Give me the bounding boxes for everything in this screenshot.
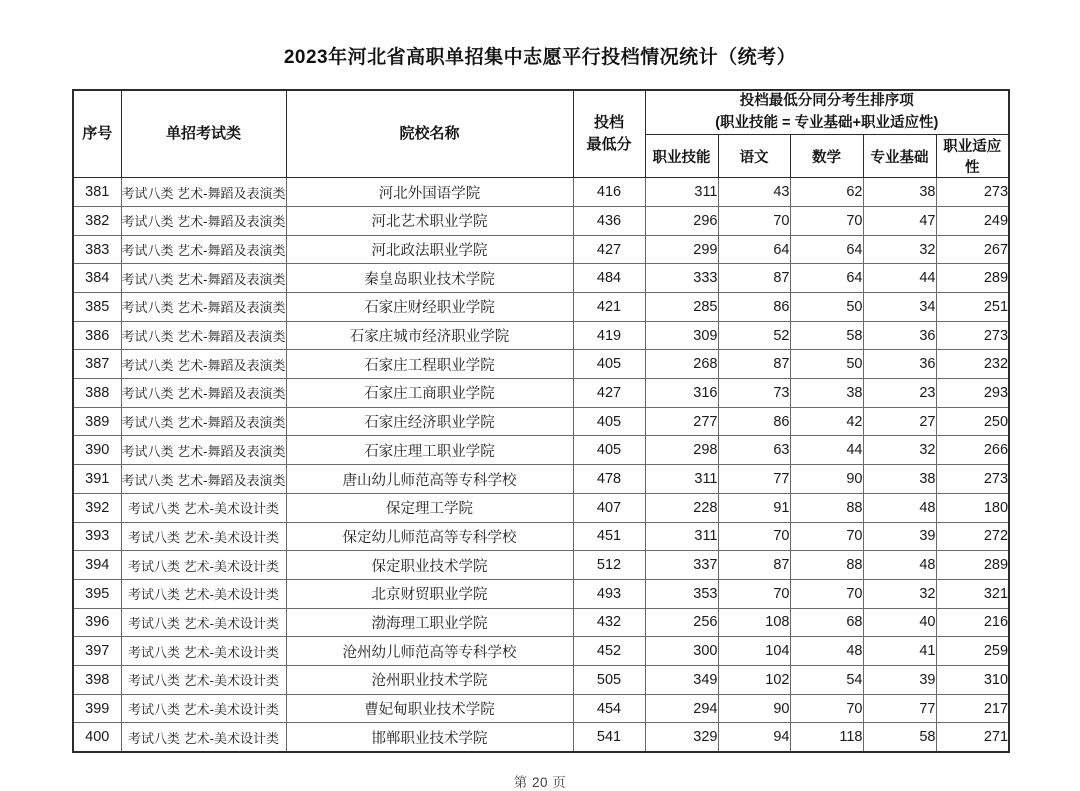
row-major-base-score: 77 <box>863 694 936 723</box>
row-major-base-score: 36 <box>863 321 936 350</box>
row-chinese-score: 70 <box>718 579 790 608</box>
row-skill-score: 353 <box>645 579 718 608</box>
row-aptitude-score: 273 <box>936 321 1009 350</box>
row-school-name: 保定幼儿师范高等专科学校 <box>286 522 573 551</box>
row-exam-category: 考试八类 艺术-美术设计类 <box>121 551 286 580</box>
row-aptitude-score: 272 <box>936 522 1009 551</box>
table-row <box>73 321 1009 350</box>
row-math-score: 48 <box>790 637 863 666</box>
row-index: 390 <box>73 436 121 465</box>
row-major-base-score: 40 <box>863 608 936 637</box>
row-index: 397 <box>73 637 121 666</box>
row-exam-category: 考试八类 艺术-舞蹈及表演类 <box>121 321 286 350</box>
row-aptitude-score: 259 <box>936 637 1009 666</box>
row-exam-category: 考试八类 艺术-美术设计类 <box>121 637 286 666</box>
row-chinese-score: 86 <box>718 407 790 436</box>
header-tiebreak-title: 投档最低分同分考生排序项 <box>739 92 914 109</box>
table-header <box>73 90 1009 178</box>
row-aptitude-score: 266 <box>936 436 1009 465</box>
row-exam-category: 考试八类 艺术-美术设计类 <box>121 694 286 723</box>
row-major-base-score: 38 <box>863 465 936 494</box>
row-major-base-score: 41 <box>863 637 936 666</box>
row-index: 393 <box>73 522 121 551</box>
row-major-base-score: 34 <box>863 293 936 322</box>
row-math-score: 50 <box>790 350 863 379</box>
table-container <box>72 89 1008 753</box>
row-min-score: 416 <box>573 178 645 207</box>
row-major-base-score: 39 <box>863 665 936 694</box>
row-min-score: 436 <box>573 206 645 235</box>
row-aptitude-score: 251 <box>936 293 1009 322</box>
row-exam-category: 考试八类 艺术-美术设计类 <box>121 723 286 752</box>
row-aptitude-score: 271 <box>936 723 1009 752</box>
row-exam-category: 考试八类 艺术-美术设计类 <box>121 522 286 551</box>
row-skill-score: 268 <box>645 350 718 379</box>
row-exam-category: 考试八类 艺术-舞蹈及表演类 <box>121 407 286 436</box>
admission-statistics-table <box>72 89 1010 753</box>
row-major-base-score: 48 <box>863 551 936 580</box>
row-skill-score: 311 <box>645 522 718 551</box>
row-school-name: 石家庄城市经济职业学院 <box>286 321 573 350</box>
row-min-score: 451 <box>573 522 645 551</box>
row-exam-category: 考试八类 艺术-美术设计类 <box>121 579 286 608</box>
row-min-score: 421 <box>573 293 645 322</box>
row-skill-score: 333 <box>645 264 718 293</box>
row-school-name: 石家庄理工职业学院 <box>286 436 573 465</box>
row-index: 385 <box>73 293 121 322</box>
row-exam-category: 考试八类 艺术-美术设计类 <box>121 493 286 522</box>
row-skill-score: 311 <box>645 465 718 494</box>
row-math-score: 58 <box>790 321 863 350</box>
row-min-score: 478 <box>573 465 645 494</box>
row-aptitude-score: 180 <box>936 493 1009 522</box>
header-chinese: 语文 <box>718 135 790 178</box>
header-index: 序号 <box>73 90 121 178</box>
row-math-score: 54 <box>790 665 863 694</box>
row-chinese-score: 73 <box>718 379 790 408</box>
row-math-score: 70 <box>790 206 863 235</box>
row-school-name: 保定职业技术学院 <box>286 551 573 580</box>
row-min-score: 512 <box>573 551 645 580</box>
table-row <box>73 350 1009 379</box>
row-school-name: 河北艺术职业学院 <box>286 206 573 235</box>
row-math-score: 68 <box>790 608 863 637</box>
row-school-name: 石家庄工商职业学院 <box>286 379 573 408</box>
row-major-base-score: 39 <box>863 522 936 551</box>
row-skill-score: 256 <box>645 608 718 637</box>
row-math-score: 64 <box>790 264 863 293</box>
row-chinese-score: 70 <box>718 206 790 235</box>
header-min-score-line1: 投档 <box>593 114 624 132</box>
row-school-name: 河北外国语学院 <box>286 178 573 207</box>
row-skill-score: 300 <box>645 637 718 666</box>
row-chinese-score: 94 <box>718 723 790 752</box>
header-math: 数学 <box>790 135 863 178</box>
table-row <box>73 465 1009 494</box>
row-aptitude-score: 267 <box>936 235 1009 264</box>
table-row <box>73 522 1009 551</box>
table-row <box>73 436 1009 465</box>
table-row <box>73 665 1009 694</box>
row-exam-category: 考试八类 艺术-舞蹈及表演类 <box>121 436 286 465</box>
row-math-score: 44 <box>790 436 863 465</box>
row-min-score: 405 <box>573 350 645 379</box>
row-min-score: 505 <box>573 665 645 694</box>
row-skill-score: 337 <box>645 551 718 580</box>
row-index: 399 <box>73 694 121 723</box>
table-row <box>73 723 1009 752</box>
table-row <box>73 608 1009 637</box>
row-math-score: 64 <box>790 235 863 264</box>
row-school-name: 秦皇岛职业技术学院 <box>286 264 573 293</box>
row-chinese-score: 52 <box>718 321 790 350</box>
row-exam-category: 考试八类 艺术-美术设计类 <box>121 608 286 637</box>
row-major-base-score: 23 <box>863 379 936 408</box>
row-math-score: 62 <box>790 178 863 207</box>
row-min-score: 484 <box>573 264 645 293</box>
row-index: 394 <box>73 551 121 580</box>
row-index: 400 <box>73 723 121 752</box>
row-chinese-score: 77 <box>718 465 790 494</box>
row-major-base-score: 47 <box>863 206 936 235</box>
row-school-name: 石家庄经济职业学院 <box>286 407 573 436</box>
row-aptitude-score: 216 <box>936 608 1009 637</box>
table-row <box>73 379 1009 408</box>
row-math-score: 70 <box>790 579 863 608</box>
header-school-name: 院校名称 <box>286 90 573 178</box>
row-math-score: 88 <box>790 493 863 522</box>
row-chinese-score: 64 <box>718 235 790 264</box>
row-aptitude-score: 217 <box>936 694 1009 723</box>
row-school-name: 曹妃甸职业技术学院 <box>286 694 573 723</box>
row-aptitude-score: 249 <box>936 206 1009 235</box>
row-math-score: 90 <box>790 465 863 494</box>
header-exam-category: 单招考试类 <box>121 90 286 178</box>
header-skill: 职业技能 <box>645 135 718 178</box>
row-skill-score: 349 <box>645 665 718 694</box>
table-row <box>73 579 1009 608</box>
row-chinese-score: 108 <box>718 608 790 637</box>
table-row <box>73 235 1009 264</box>
row-index: 398 <box>73 665 121 694</box>
header-tiebreak-formula: (职业技能 = 专业基础+职业适应性) <box>715 114 939 131</box>
row-aptitude-score: 232 <box>936 350 1009 379</box>
table-row <box>73 407 1009 436</box>
row-major-base-score: 32 <box>863 235 936 264</box>
row-index: 384 <box>73 264 121 293</box>
row-skill-score: 311 <box>645 178 718 207</box>
row-chinese-score: 43 <box>718 178 790 207</box>
row-aptitude-score: 293 <box>936 379 1009 408</box>
row-major-base-score: 44 <box>863 264 936 293</box>
header-row-top <box>73 90 1009 135</box>
row-skill-score: 228 <box>645 493 718 522</box>
row-chinese-score: 70 <box>718 522 790 551</box>
row-chinese-score: 63 <box>718 436 790 465</box>
row-chinese-score: 87 <box>718 264 790 293</box>
row-major-base-score: 48 <box>863 493 936 522</box>
row-exam-category: 考试八类 艺术-舞蹈及表演类 <box>121 206 286 235</box>
row-chinese-score: 104 <box>718 637 790 666</box>
row-chinese-score: 91 <box>718 493 790 522</box>
row-skill-score: 277 <box>645 407 718 436</box>
row-major-base-score: 36 <box>863 350 936 379</box>
row-chinese-score: 102 <box>718 665 790 694</box>
row-min-score: 493 <box>573 579 645 608</box>
row-index: 396 <box>73 608 121 637</box>
row-aptitude-score: 289 <box>936 551 1009 580</box>
row-skill-score: 329 <box>645 723 718 752</box>
row-min-score: 452 <box>573 637 645 666</box>
row-math-score: 38 <box>790 379 863 408</box>
row-school-name: 石家庄工程职业学院 <box>286 350 573 379</box>
row-index: 381 <box>73 178 121 207</box>
row-aptitude-score: 250 <box>936 407 1009 436</box>
row-skill-score: 309 <box>645 321 718 350</box>
row-index: 382 <box>73 206 121 235</box>
row-chinese-score: 87 <box>718 350 790 379</box>
row-min-score: 432 <box>573 608 645 637</box>
header-major-base: 专业基础 <box>863 135 936 178</box>
table-row <box>73 551 1009 580</box>
table-row <box>73 206 1009 235</box>
row-math-score: 118 <box>790 723 863 752</box>
row-chinese-score: 86 <box>718 293 790 322</box>
row-aptitude-score: 289 <box>936 264 1009 293</box>
row-min-score: 405 <box>573 436 645 465</box>
page-title: 2023年河北省高职单招集中志愿平行投档情况统计（统考） <box>283 47 797 68</box>
row-skill-score: 299 <box>645 235 718 264</box>
row-major-base-score: 27 <box>863 407 936 436</box>
row-min-score: 427 <box>573 235 645 264</box>
row-skill-score: 316 <box>645 379 718 408</box>
row-major-base-score: 32 <box>863 579 936 608</box>
row-index: 387 <box>73 350 121 379</box>
row-aptitude-score: 321 <box>936 579 1009 608</box>
header-min-score <box>573 90 645 178</box>
table-row <box>73 637 1009 666</box>
row-index: 383 <box>73 235 121 264</box>
row-major-base-score: 32 <box>863 436 936 465</box>
table-row <box>73 264 1009 293</box>
row-exam-category: 考试八类 艺术-舞蹈及表演类 <box>121 235 286 264</box>
row-skill-score: 296 <box>645 206 718 235</box>
row-school-name: 河北政法职业学院 <box>286 235 573 264</box>
row-exam-category: 考试八类 艺术-舞蹈及表演类 <box>121 264 286 293</box>
page-footer: 第 20 页 <box>513 775 567 791</box>
row-school-name: 邯郸职业技术学院 <box>286 723 573 752</box>
row-major-base-score: 58 <box>863 723 936 752</box>
row-aptitude-score: 273 <box>936 465 1009 494</box>
row-min-score: 407 <box>573 493 645 522</box>
row-exam-category: 考试八类 艺术-美术设计类 <box>121 665 286 694</box>
row-major-base-score: 38 <box>863 178 936 207</box>
row-exam-category: 考试八类 艺术-舞蹈及表演类 <box>121 350 286 379</box>
row-exam-category: 考试八类 艺术-舞蹈及表演类 <box>121 379 286 408</box>
row-min-score: 454 <box>573 694 645 723</box>
table-row <box>73 694 1009 723</box>
row-math-score: 42 <box>790 407 863 436</box>
header-aptitude: 职业适应性 <box>936 135 1009 178</box>
row-min-score: 427 <box>573 379 645 408</box>
row-school-name: 渤海理工职业学院 <box>286 608 573 637</box>
header-min-score-line2: 最低分 <box>586 136 632 154</box>
row-index: 395 <box>73 579 121 608</box>
row-exam-category: 考试八类 艺术-舞蹈及表演类 <box>121 293 286 322</box>
row-chinese-score: 90 <box>718 694 790 723</box>
row-index: 388 <box>73 379 121 408</box>
row-school-name: 沧州职业技术学院 <box>286 665 573 694</box>
row-index: 392 <box>73 493 121 522</box>
row-math-score: 88 <box>790 551 863 580</box>
row-exam-category: 考试八类 艺术-舞蹈及表演类 <box>121 465 286 494</box>
row-aptitude-score: 310 <box>936 665 1009 694</box>
row-math-score: 70 <box>790 522 863 551</box>
row-index: 386 <box>73 321 121 350</box>
row-chinese-score: 87 <box>718 551 790 580</box>
row-min-score: 405 <box>573 407 645 436</box>
row-skill-score: 294 <box>645 694 718 723</box>
row-school-name: 石家庄财经职业学院 <box>286 293 573 322</box>
row-aptitude-score: 273 <box>936 178 1009 207</box>
row-math-score: 50 <box>790 293 863 322</box>
row-school-name: 沧州幼儿师范高等专科学校 <box>286 637 573 666</box>
row-skill-score: 285 <box>645 293 718 322</box>
row-min-score: 541 <box>573 723 645 752</box>
table-row <box>73 293 1009 322</box>
row-min-score: 419 <box>573 321 645 350</box>
row-school-name: 保定理工学院 <box>286 493 573 522</box>
row-index: 389 <box>73 407 121 436</box>
row-school-name: 北京财贸职业学院 <box>286 579 573 608</box>
table-row <box>73 493 1009 522</box>
table-body <box>73 178 1009 752</box>
row-school-name: 唐山幼儿师范高等专科学校 <box>286 465 573 494</box>
header-tiebreak-group <box>645 90 1009 135</box>
row-index: 391 <box>73 465 121 494</box>
row-skill-score: 298 <box>645 436 718 465</box>
row-exam-category: 考试八类 艺术-舞蹈及表演类 <box>121 178 286 207</box>
row-math-score: 70 <box>790 694 863 723</box>
table-row <box>73 178 1009 207</box>
